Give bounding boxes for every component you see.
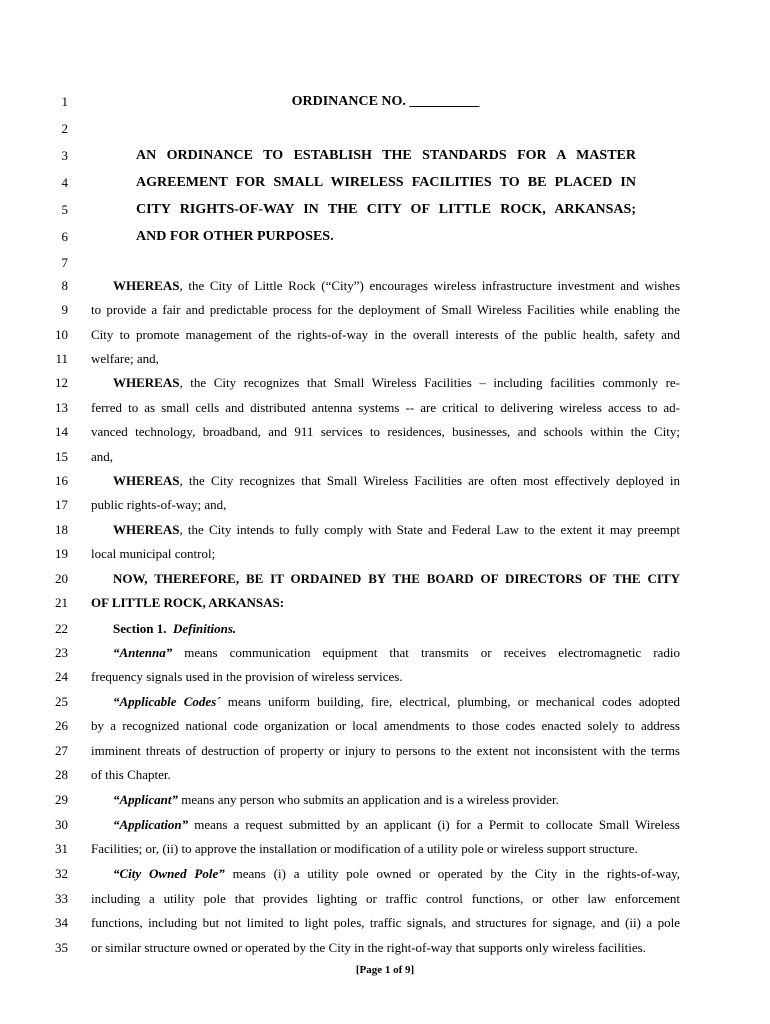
line-number: 25 xyxy=(55,694,68,709)
line-number: 19 xyxy=(55,546,68,561)
line-number: 35 xyxy=(55,940,68,955)
def-application-line-30: “Application” means a request submitted by an applicant (i) for a Permit to collocate Small Wireless xyxy=(113,817,680,832)
term-antenna: “Antenna” xyxy=(113,645,173,660)
def-codes-line-25: “Applicable Codes´ means uniform building, fire, electrical, plumbing, or mechanical codes adopted xyxy=(113,694,680,709)
ordinance-title: ORDINANCE NO. __________ xyxy=(291,94,480,109)
whereas-2-line-13: ferred to as small cells and distributed antenna systems -- are critical to delivering wireless access to ad- xyxy=(91,400,680,415)
line-number: 28 xyxy=(55,767,68,782)
line-number: 31 xyxy=(55,841,68,856)
whereas-2-line-15: and, xyxy=(91,449,114,464)
whereas-1-line-10: City to promote management of the rights-of-way in the overall interests of the public health, safety and xyxy=(91,327,680,342)
whereas-3-line-16: WHEREAS, the City recognizes that Small Wireless Facilities are often most effectively deployed in xyxy=(113,473,680,488)
whereas-1-line-11: welfare; and, xyxy=(91,351,159,366)
line-number: 11 xyxy=(55,351,68,366)
line-number: 21 xyxy=(55,595,68,610)
def-pole-line-34: functions, including but not limited to light poles, traffic signals, and structures for signage, and (ii) a pole xyxy=(91,915,680,930)
line-number: 6 xyxy=(61,229,68,244)
def-pole-line-33: including a utility pole that provides lighting or traffic control functions, or other law enforcement xyxy=(91,891,680,906)
term-city-owned-pole: “City Owned Pole” xyxy=(113,866,225,881)
subtitle-line-4: AND FOR OTHER PURPOSES. xyxy=(136,229,334,244)
line-number: 13 xyxy=(55,400,68,415)
line-number: 7 xyxy=(61,255,68,270)
subtitle-line-2: AGREEMENT FOR SMALL WIRELESS FACILITIES TO BE PLACED IN xyxy=(136,175,636,190)
term-application: “Application” xyxy=(113,817,189,832)
whereas-label: WHEREAS xyxy=(113,522,180,537)
line-number: 23 xyxy=(55,645,68,660)
ordained-line-21: OF LITTLE ROCK, ARKANSAS: xyxy=(91,595,285,610)
line-number: 12 xyxy=(55,375,68,390)
term-applicant: “Applicant” xyxy=(113,792,179,807)
section-title: Definitions. xyxy=(172,621,237,636)
line-number: 10 xyxy=(55,327,68,342)
line-number: 18 xyxy=(55,522,68,537)
line-number: 30 xyxy=(55,817,68,832)
whereas-1-line-8: WHEREAS, the City of Little Rock (“City”) encourages wireless infrastructure investment and wishes xyxy=(113,278,680,293)
line-number: 34 xyxy=(55,915,68,930)
whereas-label: WHEREAS xyxy=(113,278,180,293)
whereas-4-line-18: WHEREAS, the City intends to fully comply with State and Federal Law to the extent it may preempt xyxy=(113,522,680,537)
def-pole-line-35: or similar structure owned or operated by the City in the right-of-way that supports only wireless facilities. xyxy=(91,940,646,955)
line-number: 15 xyxy=(55,449,68,464)
line-number: 24 xyxy=(55,669,68,684)
whereas-label: WHEREAS xyxy=(113,473,180,488)
line-number: 1 xyxy=(61,94,68,109)
subtitle-line-1: AN ORDINANCE TO ESTABLISH THE STANDARDS FOR A MASTER xyxy=(136,148,636,163)
line-number: 14 xyxy=(55,424,68,439)
whereas-2-line-12: WHEREAS, the City recognizes that Small Wireless Facilities – including facilities commonly re- xyxy=(113,375,680,390)
def-applicant-line-29: “Applicant” means any person who submits an application and is a wireless provider. xyxy=(113,792,559,807)
ordained-line-20: NOW, THEREFORE, BE IT ORDAINED BY THE BOARD OF DIRECTORS OF THE CITY xyxy=(113,571,680,586)
whereas-3-line-17: public rights-of-way; and, xyxy=(91,497,227,512)
whereas-1-line-9: to provide a fair and predictable process for the deployment of Small Wireless Facilities while enabling the xyxy=(91,302,680,317)
subtitle-line-3: CITY RIGHTS-OF-WAY IN THE CITY OF LITTLE ROCK, ARKANSAS; xyxy=(136,202,636,217)
whereas-label: WHEREAS xyxy=(113,375,180,390)
line-number: 4 xyxy=(61,175,68,190)
def-codes-line-28: of this Chapter. xyxy=(91,767,171,782)
section-label: Section 1. xyxy=(113,621,167,636)
line-number: 2 xyxy=(61,121,68,136)
line-number: 16 xyxy=(55,473,68,488)
line-number: 20 xyxy=(55,571,68,586)
section-1-heading xyxy=(113,619,680,639)
def-application-line-31: Facilities; or, (ii) to approve the installation or modification of a utility pole or wireless support structure. xyxy=(91,841,638,856)
line-number: 9 xyxy=(61,302,68,317)
line-number: 17 xyxy=(55,497,68,512)
line-number: 26 xyxy=(55,718,68,733)
line-number: 29 xyxy=(55,792,68,807)
line-number: 22 xyxy=(55,621,68,636)
whereas-4-line-19: local municipal control; xyxy=(91,546,216,561)
line-number: 3 xyxy=(61,148,68,163)
def-antenna-line-23: “Antenna” means communication equipment that transmits or receives electromagnetic radio xyxy=(113,645,680,660)
def-codes-line-27: imminent threats of destruction of property or injury to persons to the extent not inconsistent with the terms xyxy=(91,743,680,758)
line-number: 32 xyxy=(55,866,68,881)
def-pole-line-32: “City Owned Pole” means (i) a utility pole owned or operated by the City in the rights-of-way, xyxy=(113,866,680,881)
term-applicable-codes: “Applicable Codes´ xyxy=(113,694,221,709)
line-number: 5 xyxy=(61,202,68,217)
def-codes-line-26: by a recognized national code organization or local amendments to those codes enacted solely to address xyxy=(91,718,680,733)
line-number: 33 xyxy=(55,891,68,906)
line-number: 8 xyxy=(61,278,68,293)
whereas-2-line-14: vanced technology, broadband, and 911 services to residences, businesses, and schools within the City; xyxy=(91,424,680,439)
line-number: 27 xyxy=(55,743,68,758)
page-footer: [Page 1 of 9] xyxy=(355,964,415,976)
def-antenna-line-24: frequency signals used in the provision of wireless services. xyxy=(91,669,403,684)
